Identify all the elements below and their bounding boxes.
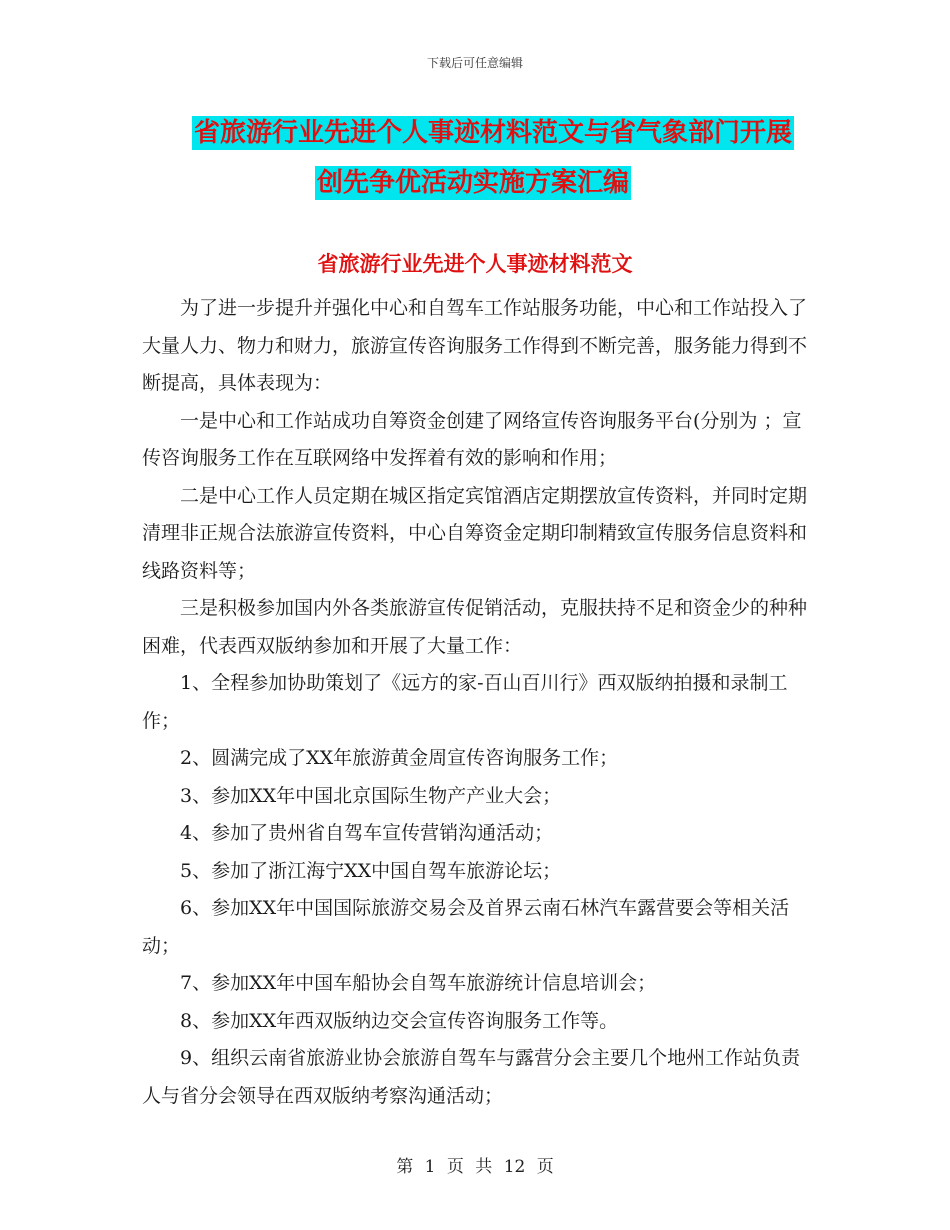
paragraph: 一是中心和工作站成功自筹资金创建了网络宣传咨询服务平台(分别为 ；宣传咨询服务工作在互联网络中发挥着有效的影响和作用；: [142, 409, 802, 469]
list-item: 5、参加了浙江海宁XX中国自驾车旅游论坛；: [180, 859, 562, 882]
list-item: 8、参加XX年西双版纳边交会宣传咨询服务工作等。: [180, 1009, 619, 1032]
title-line-1: 省旅游行业先进个人事迹材料范文与省气象部门开展: [194, 118, 793, 148]
list-item: 7、参加XX年中国车船协会自驾车旅游统计信息培训会；: [180, 972, 657, 994]
list-item: 2、圆满完成了XX年旅游黄金周宣传咨询服务工作；: [180, 747, 619, 769]
paragraph: 二是中心工作人员定期在城区指定宾馆酒店定期摆放宣传资料，并同时定期清理非正规合法旅游宣传资料，中心自筹资金定期印制精致宣传服务信息资料和线路资料等；: [142, 484, 808, 582]
body-text: [142, 290, 810, 1115]
header-note: 下载后可任意编辑: [426, 56, 523, 70]
list-item: 1、全程参加协助策划了《远方的家-百山百川行》西双版纳拍摄和录制工作；: [142, 672, 788, 732]
paragraph: 为了进一步提升并强化中心和自驾车工作站服务功能，中心和工作站投入了大量人力、物力和财力，旅游宣传咨询服务工作得到不断完善，服务能力得到不断提高，具体表现为：: [142, 297, 808, 394]
list-item: 6、参加XX年中国国际旅游交易会及首界云南石林汽车露营要会等相关活动；: [142, 897, 790, 957]
list-item: 4、参加了贵州省自驾车宣传营销沟通活动；: [180, 822, 554, 844]
section-title: 省旅游行业先进个人事迹材料范文: [317, 252, 633, 276]
document-title: [140, 108, 810, 208]
list-item: 3、参加XX年中国北京国际生物产产业大会；: [180, 784, 562, 807]
paragraph: 三是积极参加国内外各类旅游宣传促销活动，克服扶持不足和资金少的种种困难，代表西双版纳参加和开展了大量工作：: [142, 597, 808, 657]
title-line-2: 创先争优活动实施方案汇编: [317, 168, 630, 198]
list-item: 9、组织云南省旅游业协会旅游自驾车与露营分会主要几个地州工作站负责人与省分会领导在西双版纳考察沟通活动；: [142, 1047, 801, 1107]
page-footer: 第 1 页 共 12 页: [396, 1157, 554, 1177]
